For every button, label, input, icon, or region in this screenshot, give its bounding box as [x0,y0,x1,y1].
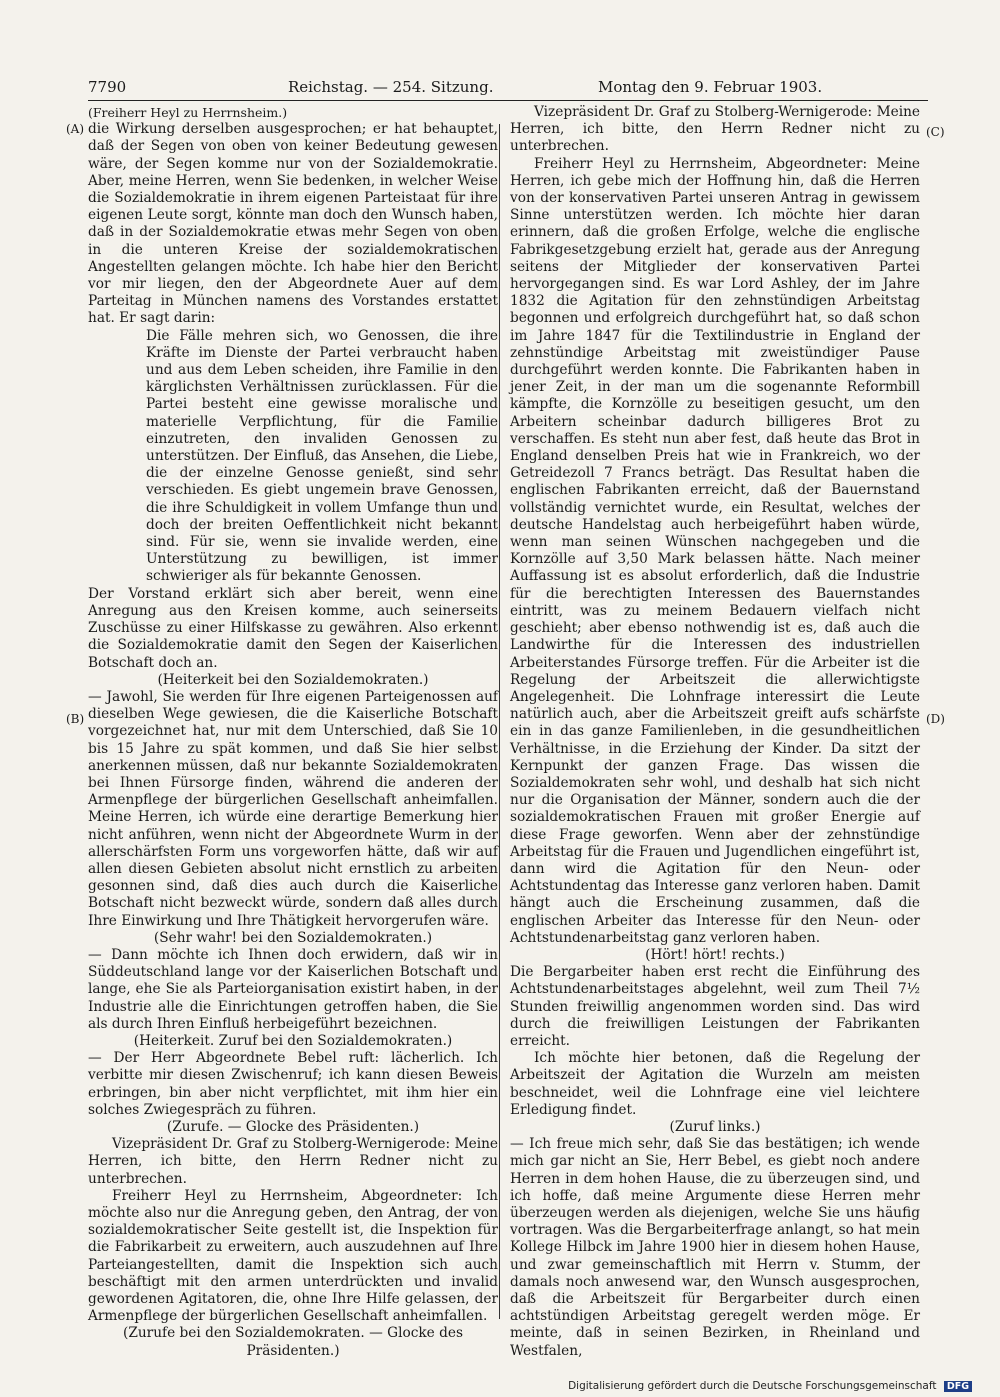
right-column [510,104,920,1360]
interjection: (Zurufe. — Glocke des Präsidenten.) [166,1118,420,1135]
interjection: (Zuruf links.) [669,1118,761,1135]
paragraph: — Ich freue mich sehr, daß Sie das bestätigen; ich wende mich gar nicht an Sie, Herr Bebel, es giebt noch andere Herren in dem hohen Hause, die zu überzeugen sind, und ich hoffe, daß meine Argumente diese Herren mehr überzeugen werden als diejenigen, welche Sie uns häufig vortragen. Was die Bergarbeiterfrage anlangt, so hat mein Kollege Hilbck im Jahre 1900 hier in diesem hohen Hause, und zwar gemeinschaftlich mit Herrn v. Stumm, der damals noch anwesend war, den Wunsch ausgesprochen, daß die Arbeitszeit für Bergarbeiter durch einen achtstündigen Arbeitstag geregelt werden möge. Er meinte, daß in seinen Bezirken, in Rheinland und Westfalen, [510,1136,920,1359]
footer-credit [568,1380,972,1392]
interjection: (Zurufe bei den Sozialdemokraten. — Glocke des Präsidenten.) [123,1325,463,1359]
interjection: (Hört! hört! rechts.) [645,946,785,963]
paragraph: — Jawohl, Sie werden für Ihre eigenen Parteigenossen auf dieselben Wege gewiesen, die die Kaiserliche Botschaft vorgezeichnet hat, nur mit dem Unterschied, daß Sie 10 bis 15 Jahre zu spät kommen, und daß Sie hier selbst anerkennen müssen, daß nur bekannte Sozialdemokraten bei Ihnen Fürsorge finden, während die anderen der Armenpflege der bürgerlichen Gesellschaft anheimfallen. Meine Herren, ich würde eine derartige Bemerkung hier nicht anführen, wenn nicht der Abgeordnete Wurm in der allerschärfsten Form uns vorgeworfen hätte, daß wir auf allen diesen Gebieten absolut nicht ernstlich zu arbeiten gesonnen sind, daß dies auch durch die Kaiserliche Botschaft nicht bezweckt würde, sondern daß alles durch Ihre Einwirkung und Ihre Thätigkeit hervorgerufen wäre. [88,688,498,929]
paragraph: — Der Herr Abgeordnete Bebel ruft: lächerlich. Ich verbitte mir diesen Zwischenruf; ich kann diesen Beweis erbringen, bin aber nicht verpflichtet, mit ihm hier ein solches Zwiegespräch zu führen. [88,1050,498,1118]
margin-mark-c: (C) [926,125,945,139]
paragraph: Ich möchte hier betonen, daß die Regelung der Arbeitszeit der Agitation die Wurzeln am meisten beschneidet, weil die Lohnfrage eine viel leichtere Erledigung findet. [510,1050,920,1118]
session-title: Reichstag. — 254. Sitzung. [288,78,494,96]
dfg-logo: DFG [944,1381,972,1392]
left-column [88,104,498,1360]
session-date: Montag den 9. Februar 1903. [598,78,823,96]
paragraph: Vizepräsident Dr. Graf zu Stolberg-Wernigerode: Meine Herren, ich bitte, den Herrn Redner nicht zu unterbrechen. [510,104,920,155]
paragraph: Der Vorstand erklärt sich aber bereit, wenn eine Anregung aus den Kreisen komme, auch seinerseits Zuschüsse zu einer Hilfskasse zu gewähren. Also erkennt die Sozialdemokratie damit den Segen der Kaiserlichen Botschaft doch an. [88,585,498,671]
paragraph: Freiherr Heyl zu Herrnsheim, Abgeordneter: Meine Herren, ich gebe mich der Hoffnung hin, daß die Herren von der konservativen Partei unseren Antrag in gewissem Sinne unterstützen werden. Ich möchte hier daran erinnern, daß die großen Erfolge, welche die englische Fabrikgesetzgebung erzielt hat, gerade aus der Anregung seitens der Mitglieder der konservativen Partei hervorgegangen sind. Es war Lord Ashley, der im Jahre 1832 die Agitation für den zehnstündigen Arbeitstag begonnen und erfolgreich durchgeführt hat, so daß schon im Jahre 1847 für die Textilindustrie in England der zehnstündige Arbeitstag mit zweistündiger Pause durchgeführt werden konnte. Die Fabrikanten haben in jener Zeit, in der man um die sogenannte Reformbill kämpfte, die Kornzölle zu beseitigen gesucht, um den Arbeitern scheinbar dadurch billigeres Brot zu verschaffen. Es steht nun aber fest, daß heute das Brot in England denselben Preis hat wie in Frankreich, wo der Getreidezoll 7 Francs beträgt. Das Resultat haben die englischen Fabrikanten erreicht, daß der Bauernstand vollständig vernichtet wurde, ein Resultat, welches der deutsche Handelstag auch herbeigeführt haben würde, wenn man seinen Wünschen nachgegeben und die Kornzölle auf 3,50 Mark belassen hätte. Nach meiner Auffassung ist es absolut erforderlich, daß die Industrie für die berechtigten Interessen des Bauernstandes eintritt, was zu meinem Bedauern vielfach nicht geschieht; aber ebenso nothwendig ist es, daß auch die Landwirthe für die Interessen des industriellen Arbeiterstandes Fürsorge treffen. Für die Arbeiter ist die Regelung der Arbeitszeit die allerwichtigste Angelegenheit. Die Lohnfrage interessirt die Leute natürlich auch, aber die Arbeitszeit greift aufs schärfste ein in das ganze Familienleben, in die gesundheitlichen Verhältnisse, in die Erziehung der Kinder. Da sitzt der Kernpunkt der ganzen Frage. Das wissen die Sozialdemokraten sehr wohl, und deshalb hat sich nicht nur die Organisation der Männer, sondern auch die der sozialdemokratischen Frauen mit großer Energie auf diese Frage geworfen. Wenn aber der zehnstündige Arbeitstag für die Frauen und Jugendlichen eingeführt ist, dann wird die Agitation für den Neun- oder Achtstundentag das Interesse ganz verloren haben. Damit hängt auch die Erscheinung zusammen, daß die englischen Arbeiter das Interesse für den Neun- oder Achtstundenarbeitstag ganz verloren haben. [510,155,920,946]
margin-mark-b: (B) [66,712,85,726]
page-number: 7790 [88,78,127,96]
margin-mark-d: (D) [926,712,945,726]
paragraph: Freiherr Heyl zu Herrnsheim, Abgeordneter: Ich möchte also nur die Anregung geben, den Antrag, der von sozialdemokratischer Seite gestellt ist, die Inspektion für die Fabrikarbeit zu erweitern, auch auszudehnen auf Ihre Parteiangestellten, damit die Inspektion sich auch beschäftigt mit den armen unterdrückten und invalid gewordenen Agitatoren, die, ohne Ihre Hilfe gelassen, der Armenpflege der bürgerlichen Gesellschaft anheimfallen. [88,1187,498,1325]
footer-text: Digitalisierung gefördert durch die Deutsche Forschungsgemeinschaft [568,1380,937,1392]
paragraph: — Dann möchte ich Ihnen doch erwidern, daß wir in Süddeutschland lange vor der Kaiserlichen Botschaft und lange, ehe Sie als Parteiorganisation existirt haben, in der Industrie alle die Einrichtungen getroffen haben, die Sie als durch Ihren Einfluß herbeigeführt bezeichnen. [88,946,498,1032]
column-divider [499,124,500,1319]
page-header [88,78,928,101]
margin-mark-a: (A) [66,122,85,136]
paragraph: die Wirkung derselben ausgesprochen; er hat behauptet, daß der Segen von oben von keiner Bedeutung gewesen wäre, der Segen komme nur von der Sozialdemokratie. Aber, meine Herren, wenn Sie bedenken, in welcher Weise die Sozialdemokratie in ihrem eigenen Parteistaat für ihre eigenen Leute sorgt, könnte man doch den Wunsch haben, daß in der Sozialdemokratie etwas mehr Segen von oben in die unteren Kreise der sozialdemokratischen Angestellten gelangen möchte. Ich habe hier den Bericht vor mir liegen, den der Abgeordnete Auer auf dem Parteitag in München namens des Vorstandes erstattet hat. Er sagt darin: [88,121,498,327]
interjection: (Heiterkeit bei den Sozialdemokraten.) [157,671,429,688]
speaker-tag: (Freiherr Heyl zu Herrnsheim.) [88,105,288,120]
block-quote: Die Fälle mehren sich, wo Genossen, die ihre Kräfte im Dienste der Partei verbraucht haben und aus dem Leben scheiden, ihre Familie in den kärglichsten Verhältnissen zurücklassen. Für die Partei besteht eine gewisse moralische und materielle Verpflichtung, für die Familie einzutreten, den invaliden Genossen zu unterstützen. Der Einfluß, das Ansehen, die Liebe, die der einzelne Genosse genießt, sind sehr verschieden. Es giebt ungemein brave Genossen, die ihre Schuldigkeit in vollem Umfange thun und doch der breiten Oeffentlichkeit nicht bekannt sind. Für sie, wenn sie invalide werden, eine Unterstützung zu bewilligen, ist immer schwieriger als für bekannte Genossen. [146,327,498,585]
interjection: (Sehr wahr! bei den Sozialdemokraten.) [153,929,433,946]
paragraph: Vizepräsident Dr. Graf zu Stolberg-Wernigerode: Meine Herren, ich bitte, den Herrn Redner nicht zu unterbrechen. [88,1136,498,1187]
paragraph: Die Bergarbeiter haben erst recht die Einführung des Achtstundenarbeitstages abgelehnt, weil zum Theil 7½ Stunden freiwillig angenommen worden sind. Das wird durch die freiwilligen Leistungen der Fabrikanten erreicht. [510,964,920,1049]
interjection: (Heiterkeit. Zuruf bei den Sozialdemokraten.) [133,1032,453,1049]
